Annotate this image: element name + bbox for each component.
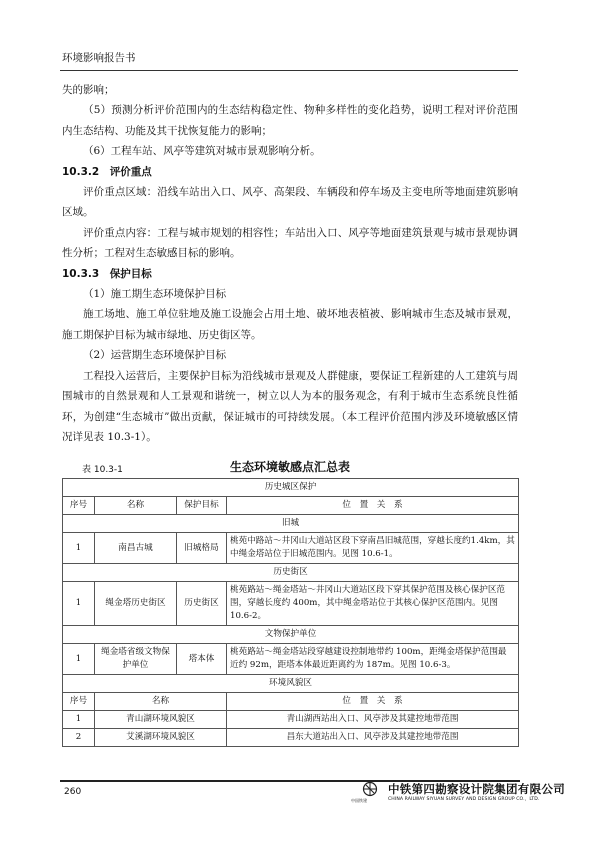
cell: 2 bbox=[63, 729, 95, 747]
header-cell: 名称 bbox=[95, 693, 227, 711]
cell: 1 bbox=[63, 582, 95, 626]
page-number: 260 bbox=[64, 787, 82, 797]
cell: 昌东大道站出入口、风亭涉及其建控地带范围 bbox=[227, 729, 519, 747]
header-cell: 名称 bbox=[95, 497, 177, 515]
company-name-en: CHINA RAILWAY SIYUAN SURVEY AND DESIGN GROUP CO.，LTD. bbox=[388, 797, 540, 802]
cell: 塔本体 bbox=[177, 644, 227, 675]
table-row bbox=[63, 533, 519, 564]
cell: 旧城格局 bbox=[177, 533, 227, 564]
header-cell: 保护目标 bbox=[177, 497, 227, 515]
header-cell: 位 置 关 系 bbox=[227, 497, 519, 515]
cell: 青山湖环境风貌区 bbox=[95, 711, 227, 729]
table-row bbox=[63, 564, 519, 582]
logo-caption: 中国铁建 bbox=[351, 798, 367, 803]
cell: 艾溪湖环境风貌区 bbox=[95, 729, 227, 747]
cell: 桃苑路站～绳金塔站段穿越建设控制地带约 100m，距绳金塔保护范围最近约 92m，距塔本体最近距离约为 187m。见图 10.6-3。 bbox=[227, 644, 519, 675]
company-name-cn: 中铁第四勘察设计院集团有限公司 bbox=[388, 782, 565, 796]
table-title: 生态环境敏感点汇总表 bbox=[229, 460, 350, 474]
body-text bbox=[62, 80, 518, 447]
table-row bbox=[63, 711, 519, 729]
subsection-cell: 旧城 bbox=[63, 515, 519, 533]
cell: 桃苑中路站～井冈山大道站区段下穿南昌旧城范围，穿越长度约1.4km，其中绳金塔站位于旧城范围内。见图 10.6-1。 bbox=[227, 533, 519, 564]
paragraph: （2）运营期生态环境保护目标 bbox=[83, 349, 227, 362]
section-header-cell: 环境风貌区 bbox=[63, 675, 519, 693]
table-row bbox=[63, 515, 519, 533]
paragraph: 施工场地、施工单位驻地及施工设施会占用土地、破坏地表植被、影响城市生态及城市景观，施工期保护目标为城市绿地、历史街区等。 bbox=[62, 308, 518, 341]
section-header-cell: 历史城区保护 bbox=[63, 479, 519, 497]
subsection-cell: 文物保护单位 bbox=[63, 626, 519, 644]
header-cell: 序号 bbox=[63, 497, 95, 515]
header-cell: 序号 bbox=[63, 693, 95, 711]
table-row bbox=[63, 644, 519, 675]
sensitive-points-table bbox=[62, 478, 519, 747]
cell: 1 bbox=[63, 533, 95, 564]
paragraph: （6）工程车站、风亭等建筑对城市景观影响分析。 bbox=[83, 145, 321, 158]
cell: 青山湖西站出入口、风亭涉及其建控地带范围 bbox=[227, 711, 519, 729]
paragraph: 失的影响； bbox=[62, 84, 115, 96]
cell: 南昌古城 bbox=[95, 533, 177, 564]
section-heading: 10.3.2 评价重点 bbox=[62, 165, 152, 178]
table-caption bbox=[62, 458, 518, 476]
table-row bbox=[63, 582, 519, 626]
table-number: 表 10.3-1 bbox=[82, 465, 123, 475]
cell: 1 bbox=[63, 644, 95, 675]
header-divider bbox=[60, 70, 518, 71]
paragraph: 评价重点内容：工程与城市规划的相容性；车站出入口、风亭等地面建筑景观与城市景观协调性分析；工程对生态敏感目标的影响。 bbox=[62, 226, 518, 260]
cell: 绳金塔历史街区 bbox=[95, 582, 177, 626]
table-row bbox=[63, 729, 519, 747]
paragraph: 工程投入运营后，主要保护目标为沿线城市景观及人群健康，要保证工程新建的人工建筑与周围城市的自然景观和人工景观和谐统一，树立以人为本的服务观念，有利于城市生态系统良性循环，为创建“生态城市”做出贡献，保证城市的可持续发展。（本工程评价范围内涉及环境敏感区情况详见表 10.3-1）。 bbox=[62, 369, 518, 443]
subsection-cell: 历史街区 bbox=[63, 564, 519, 582]
table-header-row bbox=[63, 693, 519, 711]
cell: 绳金塔省级文物保护单位 bbox=[95, 644, 177, 675]
table-header-row bbox=[63, 497, 519, 515]
running-header: 环境影响报告书 bbox=[62, 52, 136, 64]
cell: 桃苑路站～绳金塔站～井冈山大道站区段下穿其保护范围及核心保护区范围，穿越长度约 400m，其中绳金塔站位于其核心保护区范围内。见图 10.6-2。 bbox=[227, 582, 519, 626]
table-row bbox=[63, 479, 519, 497]
paragraph: （5）预测分析评价范围内的生态结构稳定性、物种多样性的变化趋势，说明工程对评价范围内生态结构、功能及其干扰恢复能力的影响； bbox=[62, 104, 518, 137]
paragraph: （1）施工期生态环境保护目标 bbox=[83, 288, 227, 301]
section-heading: 10.3.3 保护目标 bbox=[62, 267, 152, 280]
table-row bbox=[63, 675, 519, 693]
cell: 历史街区 bbox=[177, 582, 227, 626]
paragraph: 评价重点区域：沿线车站出入口、风亭、高架段、车辆段和停车场及主变电所等地面建筑影响区域。 bbox=[62, 186, 518, 219]
table-row bbox=[63, 626, 519, 644]
cell: 1 bbox=[63, 711, 95, 729]
header-cell: 位 置 关 系 bbox=[227, 693, 519, 711]
